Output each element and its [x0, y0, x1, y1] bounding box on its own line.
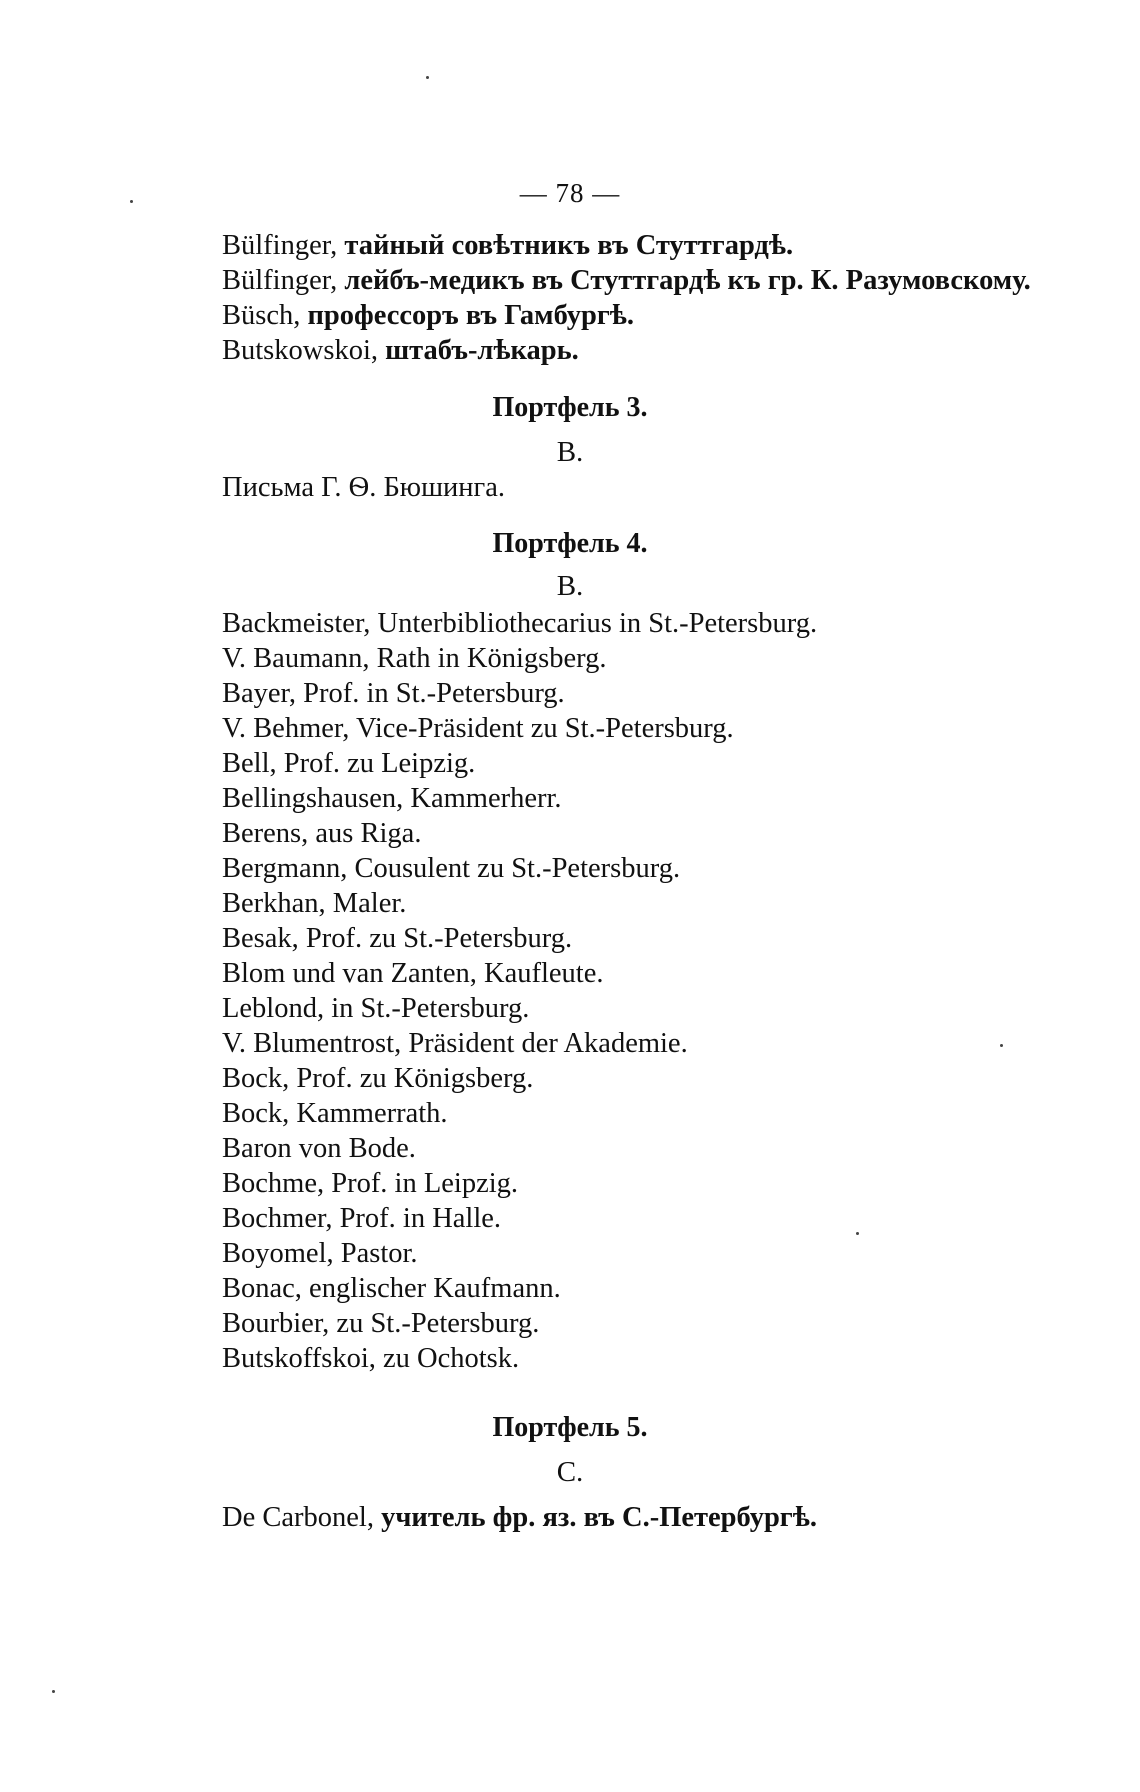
scan-speck [130, 200, 133, 203]
portfolio-4-entries [222, 606, 1052, 1376]
list-item: V. Baumann, Rath in Königsberg. [222, 643, 607, 674]
portfolio-3-entry: Письма Г. Ѳ. Бюшинга. [222, 472, 506, 503]
list-item: Bock, Kammerrath. [222, 1098, 448, 1129]
entry-russian: штабъ-лѣкарь. [385, 335, 579, 366]
list-item: Besak, Prof. zu St.-Petersburg. [222, 923, 573, 954]
entry-latin: Bülfinger, [222, 265, 338, 296]
entry-latin: Butskowskoi, [222, 335, 378, 366]
list-item: Baron von Bode. [222, 1133, 416, 1164]
list-item: Bock, Prof. zu Königsberg. [222, 1063, 534, 1094]
entry-russian: профессоръ въ Гамбургѣ. [307, 300, 635, 331]
entry-line [222, 263, 1052, 298]
scan-speck [1000, 1044, 1003, 1047]
list-item: Bourbier, zu St.-Petersburg. [222, 1308, 540, 1339]
list-item: Butskoffskoi, zu Ochotsk. [222, 1343, 520, 1374]
list-item: Berkhan, Maler. [222, 888, 407, 919]
list-item: V. Behmer, Vice-Präsident zu St.-Petersburg. [222, 713, 734, 744]
list-item: Bergmann, Cousulent zu St.-Petersburg. [222, 853, 681, 884]
portfolio-4-letter: B. [556, 570, 584, 602]
entry-line [222, 298, 1052, 333]
list-item: Bonac, englischer Kaufmann. [222, 1273, 561, 1304]
page-number: — 78 — [519, 178, 621, 208]
entry-russian: тайный совѣтникъ въ Стуттгардѣ. [344, 230, 794, 261]
entry-russian: лейбъ-медикъ въ Стуттгардѣ къ гр. К. Разумовскому. [344, 265, 1031, 296]
list-item: Bochmer, Prof. in Halle. [222, 1203, 502, 1234]
entry-line [222, 228, 1052, 263]
portfolio-5-heading: Портфель 5. [492, 1412, 648, 1443]
portfolio-3-letter: B. [556, 436, 584, 468]
entry-latin: De Carbonel, [222, 1502, 374, 1533]
portfolio-5-letter: C. [556, 1456, 584, 1488]
list-item: Bochme, Prof. in Leipzig. [222, 1168, 519, 1199]
entry-russian: учитель фр. яз. въ С.-Петербургѣ. [381, 1502, 817, 1533]
list-item: Backmeister, Unterbibliothecarius in St.-Petersburg. [222, 608, 818, 639]
list-item: V. Blumentrost, Präsident der Akademie. [222, 1028, 688, 1059]
portfolio-5-entry [222, 1502, 817, 1534]
scan-speck [52, 1690, 55, 1693]
list-item: Boyomel, Pastor. [222, 1238, 418, 1269]
list-item: Leblond, in St.-Petersburg. [222, 993, 530, 1024]
entry-line [222, 333, 1052, 368]
scan-speck [856, 1232, 859, 1235]
section-b-continued [222, 228, 1052, 368]
portfolio-3-heading: Портфель 3. [492, 392, 648, 423]
list-item: Blom und van Zanten, Kaufleute. [222, 958, 604, 989]
portfolio-4-heading: Портфель 4. [492, 528, 648, 559]
entry-latin: Bülfinger, [222, 230, 338, 261]
list-item: Berens, aus Riga. [222, 818, 422, 849]
scan-speck [426, 76, 429, 79]
list-item: Bellingshausen, Kammerherr. [222, 783, 562, 814]
entry-latin: Büsch, [222, 300, 301, 331]
list-item: Bayer, Prof. in St.-Petersburg. [222, 678, 565, 709]
list-item: Bell, Prof. zu Leipzig. [222, 748, 476, 779]
